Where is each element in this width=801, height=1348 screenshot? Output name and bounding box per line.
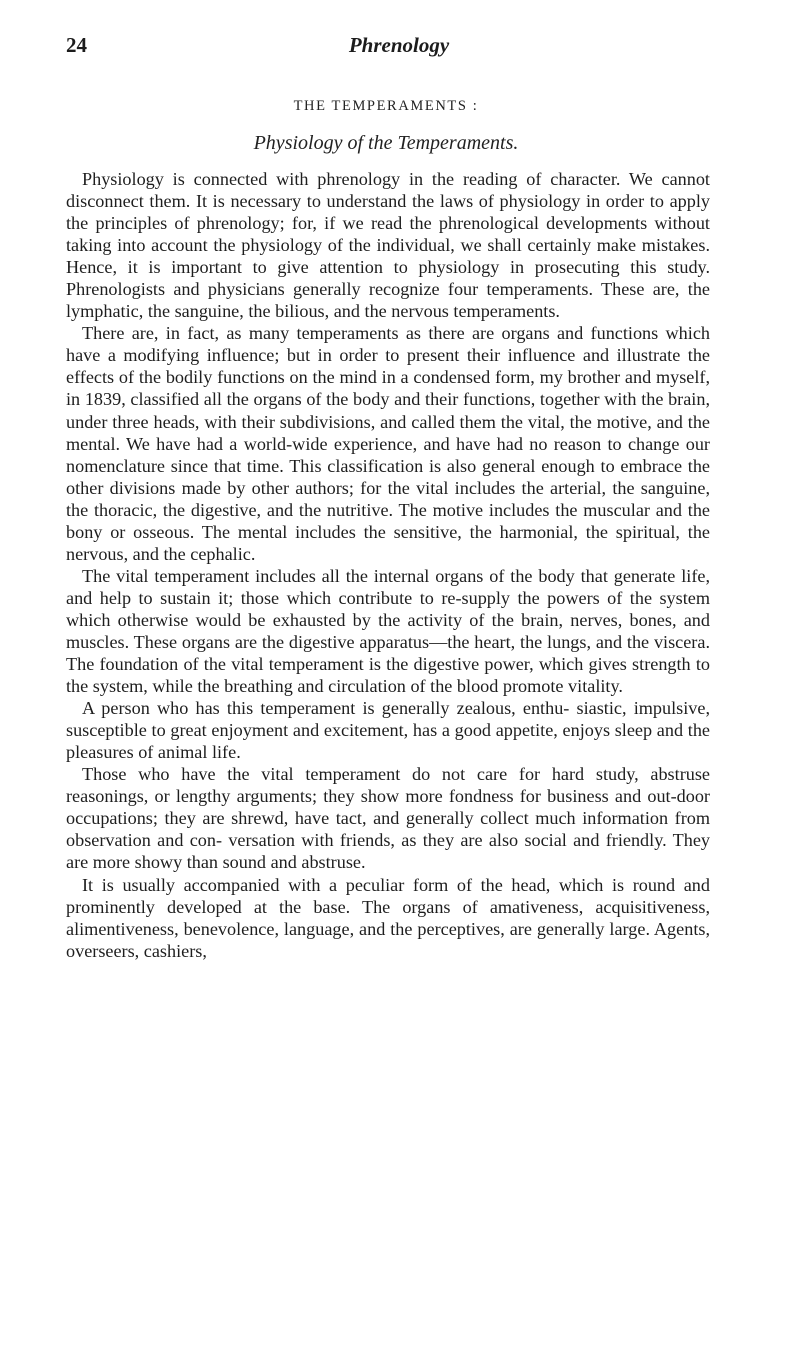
paragraph: It is usually accompanied with a peculiar form of the head, which is round and prominently developed at the base. The organs of amativeness, acquisitiveness, alimentiveness, benevolence, language, and the perceptives, are generally large. Agents, overseers, cashiers,: [66, 874, 710, 961]
paragraph: A person who has this temperament is generally zealous, enthu- siastic, impulsive, susceptible to great enjoyment and excitement, has a good appetite, enjoys sleep and the pleasures of animal life.: [66, 698, 710, 763]
paragraph: Those who have the vital temperament do not care for hard study, abstruse reasonings, or lengthy arguments; they show more fondness for business and out-door occupations; they are shrewd, have tact, and generally collect much information from observation and con- versation with friends, as they are also social and friendly. They are more showy than sound and abstruse.: [66, 764, 710, 873]
running-header: [66, 33, 706, 65]
section-subheading: Physiology of the Temperaments.: [253, 132, 519, 154]
running-title: Phrenology: [348, 33, 450, 57]
paragraph: The vital temperament includes all the internal organs of the body that generate life, and help to sustain it; those which contribute to re-supply the powers of the system which otherwise would be exhausted by the activity of the brain, nerves, bones, and muscles. These organs are the digestive apparatus—the heart, the lungs, and the viscera. The foundation of the vital temperament is the digestive power, which gives strength to the system, while the breathing and circulation of the blood promote vitality.: [66, 565, 710, 697]
body-text: [66, 168, 710, 962]
section-heading: THE TEMPERAMENTS :: [293, 98, 479, 114]
paragraph: There are, in fact, as many temperaments as there are organs and functions which have a modifying influence; but in order to present their influence and illustrate the effects of the bodily functions on the mind in a condensed form, my brother and myself, in 1839, classified all the organs of the body and their functions, together with the brain, under three heads, with their subdivisions, and called them the vital, the motive, and the mental. We have had a world-wide experience, and have had no reason to change our nomenclature since that time. This classification is also general enough to embrace the other divisions made by other authors; for the vital includes the arterial, the sanguine, the thoracic, the digestive, and the nutritive. The motive includes the muscular and the bony or osseous. The mental includes the sensitive, the harmonial, the spiritual, the nervous, and the cephalic.: [66, 323, 710, 564]
page-number: 24: [66, 33, 87, 57]
paragraph: Physiology is connected with phrenology in the reading of character. We cannot disconnect them. It is necessary to understand the laws of physiology in order to apply the principles of phrenology; for, if we read the phrenological developments without taking into account the physiology of the individual, we shall certainly make mistakes. Hence, it is important to give attention to physiology in prosecuting this study. Phrenologists and physicians generally recognize four temperaments. These are, the lymphatic, the sanguine, the bilious, and the nervous temperaments.: [66, 169, 710, 322]
